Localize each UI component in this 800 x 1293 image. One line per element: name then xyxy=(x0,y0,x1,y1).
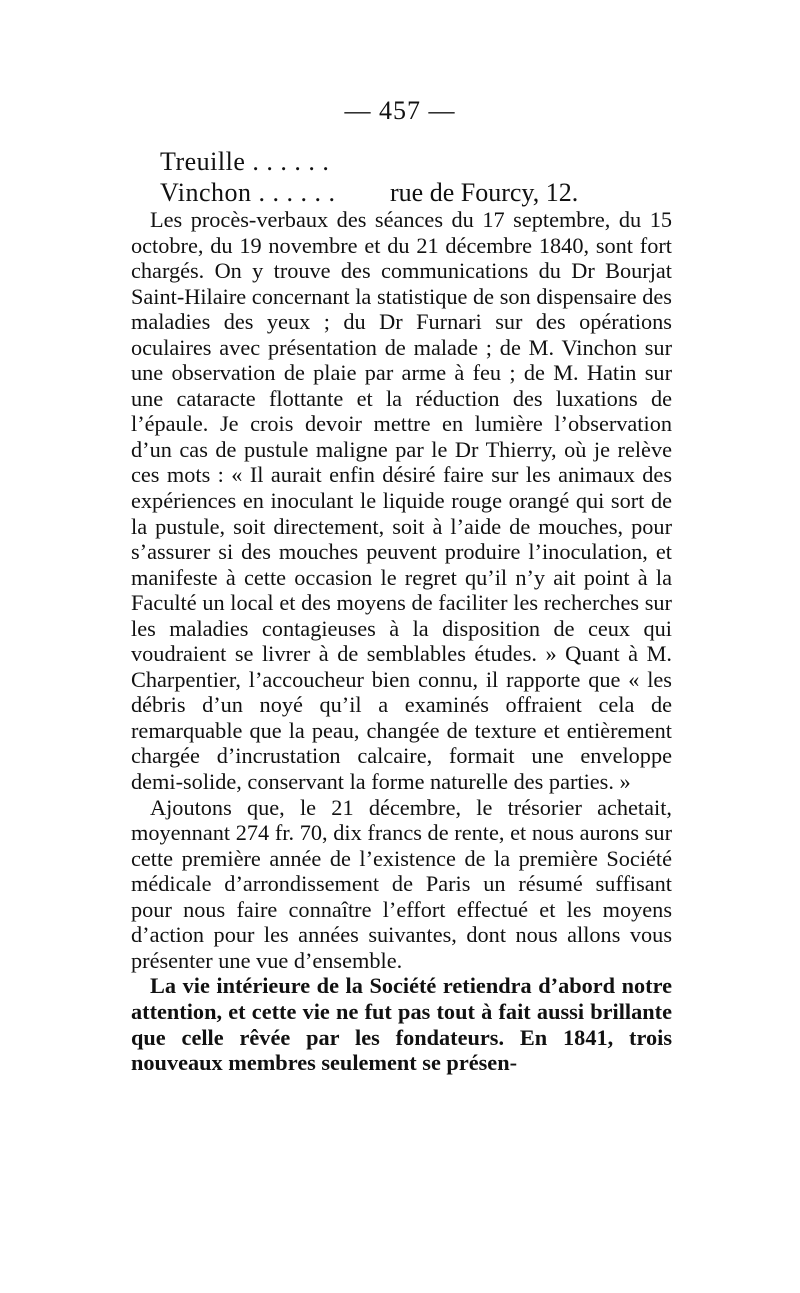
paragraph: La vie intérieure de la Société retiendra d’abord notre attention, et cette vie ne fut pas tout à fait aussi brillante que celle rêvée par les fondateurs. En 1841, trois nouveaux membres seulement se présen- xyxy=(131,973,672,1076)
member-address: rue de Fourcy, 12. xyxy=(390,178,579,207)
body-text xyxy=(131,207,672,1076)
page-number: — 457 — xyxy=(344,96,456,125)
member-entry xyxy=(160,177,680,208)
member-list xyxy=(160,146,680,208)
member-name: Treuille . . . . . . xyxy=(160,147,330,176)
member-entry xyxy=(160,146,680,177)
member-name: Vinchon . . . . . . xyxy=(160,178,336,207)
paragraph: Les procès-verbaux des séances du 17 septembre, du 15 octobre, du 19 novembre et du 21 décembre 1840, sont fort chargés. On y trouve des communications du Dr Bourjat Saint-Hilaire concernant la statistique de son dispensaire des maladies des yeux ; du Dr Furnari sur des opérations oculaires avec présentation de malade ; de M. Vinchon sur une observation de plaie par arme à feu ; de M. Hatin sur une cataracte flottante et la réduction des luxations de l’épaule. Je crois devoir mettre en lumière l’observation d’un cas de pustule maligne par le Dr Thierry, où je relève ces mots : « Il aurait enfin désiré faire sur les animaux des expériences en inoculant le liquide rouge orangé qui sort de la pustule, soit directement, soit à l’aide de mouches, pour s’assurer si des mouches peuvent produire l’inoculation, et manifeste à cette occasion le regret qu’il n’y ait point à la Faculté un local et des moyens de faciliter les recherches sur les maladies contagieuses à la disposition de ceux qui voudraient se livrer à de semblables études. » Quant à M. Charpentier, l’accoucheur bien connu, il rapporte que « les débris d’un noyé qu’il a examinés offraient cela de remarquable que la peau, changée de texture et entièrement chargée d’incrustation calcaire, formait une enveloppe demi-solide, conservant la forme naturelle des parties. » xyxy=(131,207,672,795)
paragraph: Ajoutons que, le 21 décembre, le trésorier achetait, moyennant 274 fr. 70, dix francs de rente, et nous aurons sur cette première année de l’existence de la première Société médicale d’arrondissement de Paris un résumé suffisant pour nous faire connaître l’effort effectué et les moyens d’action pour les années suivantes, dont nous allons vous présenter une vue d’ensemble. xyxy=(131,794,672,973)
